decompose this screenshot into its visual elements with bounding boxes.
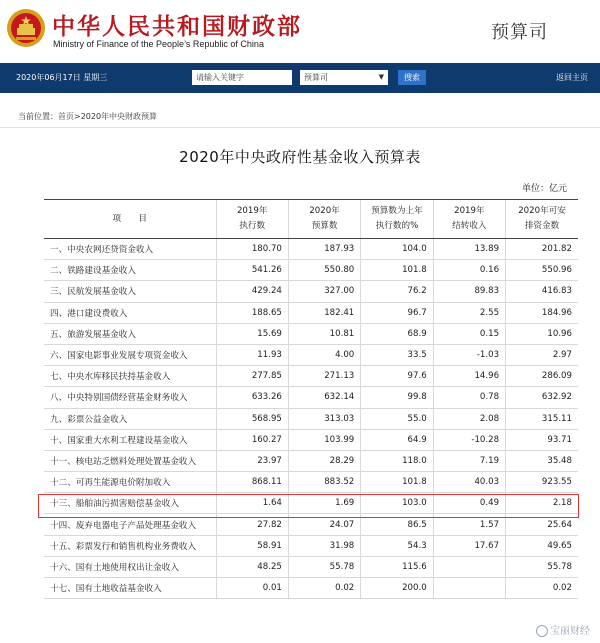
table-cell: 103.99 — [288, 429, 360, 450]
row-label: 十七、国有土地收益基金收入 — [44, 578, 216, 599]
table-cell: 0.02 — [288, 578, 360, 599]
table-cell: 1.64 — [216, 493, 288, 514]
table-cell: 97.6 — [361, 366, 433, 387]
ministry-name-en: Ministry of Finance of the People’s Republic of China — [53, 39, 264, 49]
table-row — [44, 429, 578, 450]
row-label: 十一、核电站乏燃料处理处置基金收入 — [44, 450, 216, 471]
table-cell: 0.02 — [506, 578, 578, 599]
table-cell: 327.00 — [288, 281, 360, 302]
divider — [0, 127, 600, 128]
table-cell: 416.83 — [506, 281, 578, 302]
table-row — [44, 514, 578, 535]
column-header: 2020年可安 排资金数 — [506, 200, 578, 239]
table-cell: 28.29 — [288, 450, 360, 471]
table-cell: 33.5 — [361, 344, 433, 365]
table-row — [44, 578, 578, 599]
table-cell: 48.25 — [216, 556, 288, 577]
watermark-icon — [536, 625, 548, 637]
table-cell: 633.26 — [216, 387, 288, 408]
column-header: 2020年 预算数 — [288, 200, 360, 239]
table-row — [44, 344, 578, 365]
search-input[interactable] — [192, 70, 292, 85]
table-cell: 200.0 — [361, 578, 433, 599]
table-cell: 541.26 — [216, 260, 288, 281]
budget-table — [44, 199, 578, 599]
table-cell: 188.65 — [216, 302, 288, 323]
table-cell: 313.03 — [288, 408, 360, 429]
table-cell: 86.5 — [361, 514, 433, 535]
table-cell: 550.96 — [506, 260, 578, 281]
table-cell: 68.9 — [361, 323, 433, 344]
table-cell: 17.67 — [433, 535, 505, 556]
table-cell: 11.93 — [216, 344, 288, 365]
table-cell: 2.18 — [506, 493, 578, 514]
table-row — [44, 302, 578, 323]
table-cell: 160.27 — [216, 429, 288, 450]
column-header: 预算数为上年 执行数的% — [361, 200, 433, 239]
watermark — [536, 622, 590, 637]
search-scope-select[interactable] — [300, 70, 388, 85]
table-cell: 632.92 — [506, 387, 578, 408]
table-cell: 101.8 — [361, 260, 433, 281]
back-home-link[interactable]: 返回主页 — [556, 73, 588, 82]
table-cell: 54.3 — [361, 535, 433, 556]
table-cell: 2.55 — [433, 302, 505, 323]
table-cell: 286.09 — [506, 366, 578, 387]
table-cell: 0.16 — [433, 260, 505, 281]
table-row — [44, 281, 578, 302]
table-cell: 27.82 — [216, 514, 288, 535]
table-cell: 1.69 — [288, 493, 360, 514]
ministry-name-cn[interactable]: 中华人民共和国财政部 — [52, 14, 302, 40]
table-cell: 868.11 — [216, 472, 288, 493]
row-label: 十三、船舶油污损害赔偿基金收入 — [44, 493, 216, 514]
row-label: 七、中央水库移民扶持基金收入 — [44, 366, 216, 387]
table-cell: 55.78 — [288, 556, 360, 577]
table-row — [44, 366, 578, 387]
row-label: 八、中央特别国债经营基金财务收入 — [44, 387, 216, 408]
table-cell: 13.89 — [433, 239, 505, 260]
department-title: 预算司 — [491, 22, 548, 43]
table-cell: 2.08 — [433, 408, 505, 429]
table-cell: 118.0 — [361, 450, 433, 471]
table-cell: 0.15 — [433, 323, 505, 344]
row-label: 一、中央农网还贷资金收入 — [44, 239, 216, 260]
table-cell: 883.52 — [288, 472, 360, 493]
table-cell: 104.0 — [361, 239, 433, 260]
search-scope-value: 预算司 — [304, 73, 328, 82]
top-navbar — [0, 63, 600, 93]
table-cell: 632.14 — [288, 387, 360, 408]
table-cell: 550.80 — [288, 260, 360, 281]
table-cell: 31.98 — [288, 535, 360, 556]
column-header: 项 目 — [44, 200, 216, 239]
table-cell: 201.82 — [506, 239, 578, 260]
table-cell: 96.7 — [361, 302, 433, 323]
watermark-text: 宝丽财经 — [550, 626, 590, 637]
table-row — [44, 323, 578, 344]
table-row — [44, 239, 578, 260]
table-cell: 315.11 — [506, 408, 578, 429]
table-cell: 55.78 — [506, 556, 578, 577]
row-label: 四、港口建设费收入 — [44, 302, 216, 323]
table-cell: 93.71 — [506, 429, 578, 450]
column-header: 2019年 结转收入 — [433, 200, 505, 239]
table-cell: 49.65 — [506, 535, 578, 556]
table-cell: 40.03 — [433, 472, 505, 493]
row-label: 十六、国有土地使用权出让金收入 — [44, 556, 216, 577]
table-cell: 15.69 — [216, 323, 288, 344]
table-cell: -1.03 — [433, 344, 505, 365]
page-title: 2020年中央政府性基金收入预算表 — [179, 148, 421, 166]
table-cell: 115.6 — [361, 556, 433, 577]
table-cell: 180.70 — [216, 239, 288, 260]
table-row — [44, 472, 578, 493]
table-header-row — [44, 200, 578, 239]
table-row — [44, 387, 578, 408]
row-label: 三、民航发展基金收入 — [44, 281, 216, 302]
search-button[interactable]: 搜索 — [398, 70, 426, 85]
table-body — [44, 239, 578, 599]
table-cell: 0.78 — [433, 387, 505, 408]
breadcrumb[interactable]: 当前位置：首页>2020年中央财政预算 — [18, 112, 158, 121]
table-cell: 0.01 — [216, 578, 288, 599]
table-cell: 923.55 — [506, 472, 578, 493]
table-cell: 187.93 — [288, 239, 360, 260]
table-row — [44, 493, 578, 514]
row-label: 五、旅游发展基金收入 — [44, 323, 216, 344]
table-cell: 184.96 — [506, 302, 578, 323]
table-cell: 76.2 — [361, 281, 433, 302]
table-cell: 568.95 — [216, 408, 288, 429]
table-cell: 24.07 — [288, 514, 360, 535]
table-cell: 58.91 — [216, 535, 288, 556]
table-row — [44, 408, 578, 429]
table-cell: 2.97 — [506, 344, 578, 365]
column-header: 2019年 执行数 — [216, 200, 288, 239]
table-cell: 277.85 — [216, 366, 288, 387]
table-cell: 271.13 — [288, 366, 360, 387]
table-cell: 7.19 — [433, 450, 505, 471]
site-header — [0, 0, 600, 60]
table-cell: 103.0 — [361, 493, 433, 514]
table-cell: 4.00 — [288, 344, 360, 365]
row-label: 十四、废弃电器电子产品处理基金收入 — [44, 514, 216, 535]
row-label: 十五、彩票发行和销售机构业务费收入 — [44, 535, 216, 556]
table-cell — [433, 578, 505, 599]
row-label: 十、国家重大水利工程建设基金收入 — [44, 429, 216, 450]
national-emblem-icon[interactable] — [6, 8, 46, 48]
table-cell — [433, 556, 505, 577]
table-row — [44, 535, 578, 556]
row-label: 二、铁路建设基金收入 — [44, 260, 216, 281]
row-label: 九、彩票公益金收入 — [44, 408, 216, 429]
table-cell: 25.64 — [506, 514, 578, 535]
table-cell: 55.0 — [361, 408, 433, 429]
table-row — [44, 450, 578, 471]
table-cell: 99.8 — [361, 387, 433, 408]
current-date: 2020年06月17日 星期三 — [16, 73, 108, 82]
table-cell: 101.8 — [361, 472, 433, 493]
table-cell: 10.81 — [288, 323, 360, 344]
table-cell: 0.49 — [433, 493, 505, 514]
table-cell: 23.97 — [216, 450, 288, 471]
unit-label: 单位：亿元 — [521, 184, 567, 194]
table-row — [44, 556, 578, 577]
table-cell: 64.9 — [361, 429, 433, 450]
table-cell: 182.41 — [288, 302, 360, 323]
table-cell: 1.57 — [433, 514, 505, 535]
table-cell: 429.24 — [216, 281, 288, 302]
table-cell: 89.83 — [433, 281, 505, 302]
table-cell: 10.96 — [506, 323, 578, 344]
table-cell: -10.28 — [433, 429, 505, 450]
chevron-down-icon: ▼ — [378, 73, 384, 81]
row-label: 十二、可再生能源电价附加收入 — [44, 472, 216, 493]
table-cell: 14.96 — [433, 366, 505, 387]
table-row — [44, 260, 578, 281]
row-label: 六、国家电影事业发展专项资金收入 — [44, 344, 216, 365]
table-cell: 35.48 — [506, 450, 578, 471]
